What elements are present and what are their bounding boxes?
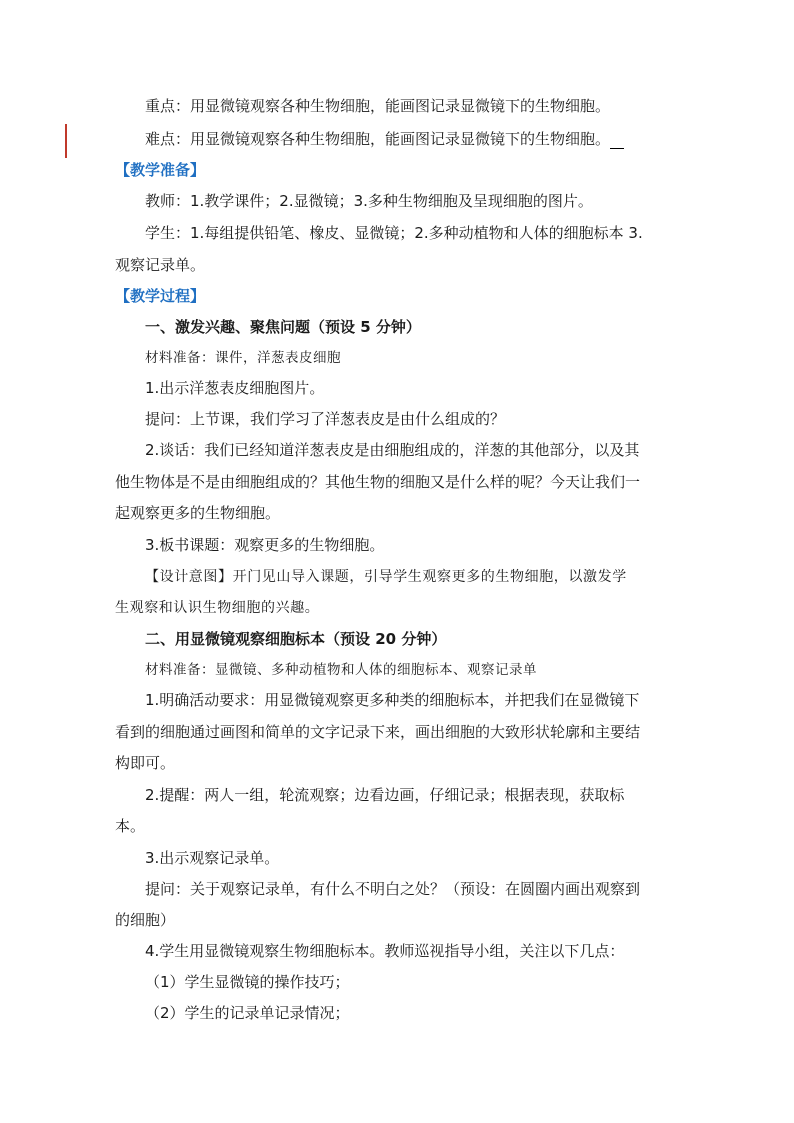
- s1-item3: 3.板书课题：观察更多的生物细胞。: [145, 536, 385, 554]
- s1-item2-line1: 2.谈话：我们已经知道洋葱表皮是由细胞组成的，洋葱的其他部分，以及其: [145, 441, 640, 459]
- s1-question: 提问：上节课，我们学习了洋葱表皮是由什么组成的？: [145, 410, 506, 428]
- process-heading: 【教学过程】: [115, 287, 206, 305]
- prep-heading: 【教学准备】: [115, 161, 206, 179]
- student-prep-line2: 观察记录单。: [115, 256, 206, 274]
- s1-item2-line2: 他生物体是不是由细胞组成的？其他生物的细胞又是什么样的呢？今天让我们一: [115, 473, 641, 491]
- s2-item1-line3: 构即可。: [115, 754, 176, 772]
- section1-title: 一、激发兴趣、聚焦问题（预设 5 分钟）: [145, 318, 421, 336]
- s1-design-line1: 【设计意图】开门见山导入课题，引导学生观察更多的生物细胞，以激发学: [145, 569, 627, 585]
- section2-title: 二、用显微镜观察细胞标本（预设 20 分钟）: [145, 630, 447, 648]
- s2-question-line2: 的细胞）: [115, 911, 176, 929]
- s1-item1: 1.出示洋葱表皮细胞图片。: [145, 379, 325, 397]
- difficult-point-text: 难点：用显微镜观察各种生物细胞，能画图记录显微镜下的生物细胞。: [145, 130, 611, 148]
- s2-question-line1: 提问：关于观察记录单，有什么不明白之处？（预设：在圆圈内画出观察到: [145, 880, 641, 898]
- s1-design-line2: 生观察和认识生物细胞的兴趣。: [115, 600, 320, 616]
- section2-material: 材料准备：显微镜、多种动植物和人体的细胞标本、观察记录单: [145, 662, 537, 678]
- section1-material: 材料准备：课件，洋葱表皮细胞: [145, 350, 341, 366]
- s2-item3: 3.出示观察记录单。: [145, 849, 280, 867]
- s1-item2-line3: 起观察更多的生物细胞。: [115, 504, 281, 522]
- s2-item2-line2: 本。: [115, 817, 146, 835]
- difficult-point: [145, 129, 624, 149]
- s2-item1-line1: 1.明确活动要求：用显微镜观察更多种类的细胞标本，并把我们在显微镜下: [145, 691, 640, 709]
- s2-sub2: （2）学生的记录单记录情况；: [145, 1004, 350, 1022]
- revision-bar-mark: [65, 124, 67, 158]
- student-prep-line1: 学生：1.每组提供铅笔、橡皮、显微镜；2.多种动植物和人体的细胞标本 3.: [145, 224, 643, 242]
- s2-item4: 4.学生用显微镜观察生物细胞标本。教师巡视指导小组，关注以下几点：: [145, 942, 625, 960]
- s2-item1-line2: 看到的细胞通过画图和简单的文字记录下来，画出细胞的大致形状轮廓和主要结: [115, 723, 641, 741]
- s2-item2-line1: 2.提醒：两人一组，轮流观察；边看边画，仔细记录；根据表现，获取标: [145, 786, 625, 804]
- underline-mark: [610, 132, 624, 149]
- s2-sub1: （1）学生显微镜的操作技巧；: [145, 973, 350, 991]
- teacher-prep: 教师：1.教学课件；2.显微镜；3.多种生物细胞及呈现细胞的图片。: [145, 192, 593, 210]
- key-point: 重点：用显微镜观察各种生物细胞，能画图记录显微镜下的生物细胞。: [145, 97, 611, 115]
